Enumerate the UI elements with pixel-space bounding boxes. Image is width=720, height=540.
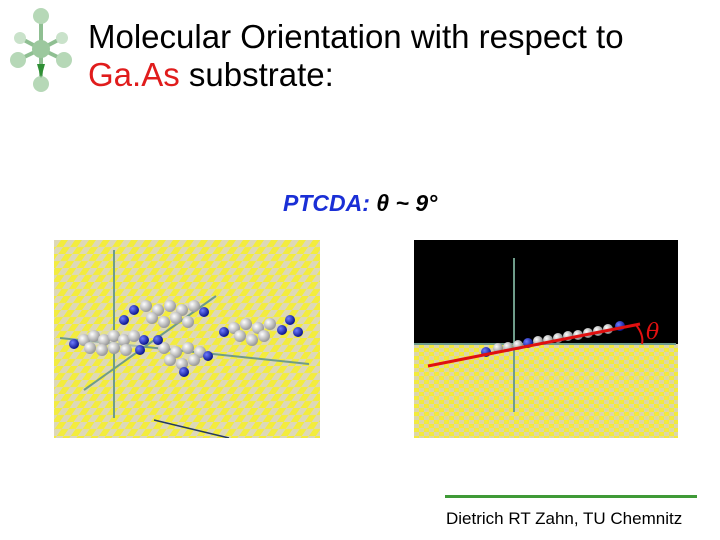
angle-theta-label: θ	[646, 320, 660, 345]
subtitle	[283, 190, 437, 217]
title-line-2	[88, 56, 708, 94]
molecule-logo-icon	[6, 4, 76, 94]
figure-molecules-perspective	[54, 240, 320, 438]
footer-rule	[445, 495, 697, 498]
subtitle-angle: θ ~ 9°	[369, 190, 438, 216]
title-line-2-rest: substrate:	[179, 56, 334, 93]
subtitle-molecule: PTCDA:	[283, 190, 370, 216]
figure-molecule-side-view	[414, 240, 678, 438]
title-highlight-gaas: Ga.As	[88, 56, 180, 93]
slide-title	[88, 18, 708, 94]
title-line-1: Molecular Orientation with respect to	[88, 18, 624, 55]
footer-credit: Dietrich RT Zahn, TU Chemnitz	[446, 509, 683, 528]
